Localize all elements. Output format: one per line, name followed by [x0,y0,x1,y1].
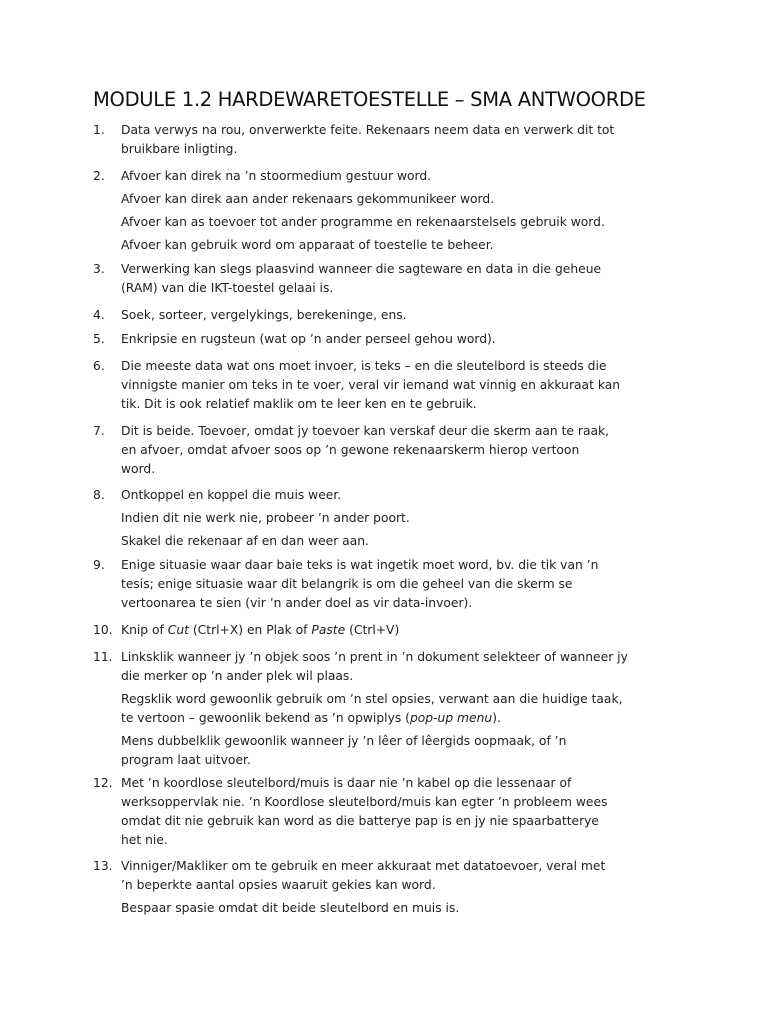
text-line: het nie. [121,833,168,847]
text-line: tik. Dit is ook relatief maklik om te leer ken en te gebruik. [121,397,477,411]
text-line: ’n beperkte aantal opsies waaruit gekies kan word. [121,878,436,892]
text-line: vertoonarea te sien (vir ’n ander doel as vir data-invoer). [121,596,473,610]
list-item-number: 6. [93,359,105,373]
list-item-text [121,306,691,325]
list-item-text [121,357,691,414]
list-item-number: 12. [93,776,113,790]
text-line: Met ’n koordlose sleutelbord/muis is daar nie ’n kabel op die lessenaar of [121,776,572,790]
paragraph [121,556,691,613]
text-line: Afvoer kan gebruik word om apparaat of toestelle te beheer. [121,238,494,252]
text-line: vinnigste manier om teks in te voer, veral vir iemand wat vinnig en akkuraat kan [121,378,621,392]
paragraph [121,260,691,298]
text-line: Vinniger/Makliker om te gebruik en meer akkuraat met datatoevoer, veral met [121,859,606,873]
text-line: Dit is beide. Toevoer, omdat jy toevoer kan verskaf deur die skerm aan te raak, [121,424,610,438]
text-line: Mens dubbelklik gewoonlik wanneer jy ’n lêer of lêergids oopmaak, of ’n [121,734,567,748]
paragraph [121,213,691,232]
list-item-text [121,648,691,770]
text-line: Soek, sorteer, vergelykings, berekeninge, ens. [121,308,407,322]
list-item-text [121,774,691,850]
text-line: Ontkoppel en koppel die muis weer. [121,488,342,502]
list-item-text [121,167,691,255]
paragraph [121,190,691,209]
list-item-text [121,556,691,613]
text-line: en afvoer, omdat afvoer soos op ’n gewone rekenaarskerm hierop vertoon [121,443,580,457]
text-line: Linksklik wanneer jy ’n objek soos ’n prent in ’n dokument selekteer of wanneer jy [121,650,628,664]
text-line: Afvoer kan as toevoer tot ander programme en rekenaarstelsels gebruik word. [121,215,605,229]
text-line: omdat dit nie gebruik kan word as die batterye pap is en jy nie spaarbatterye [121,814,599,828]
paragraph [121,330,691,349]
paragraph [121,621,691,640]
paragraph [121,899,691,918]
list-item-number: 1. [93,123,105,137]
list-item-number: 11. [93,650,113,664]
text-line: Afvoer kan direk na ’n stoormedium gestuur word. [121,169,432,183]
page-title: MODULE 1.2 HARDEWARETOESTELLE – SMA ANTWOORDE [93,88,646,111]
list-item-number: 3. [93,262,105,276]
list-item-text [121,422,691,479]
list-item-text [121,121,691,159]
text-line: Knip of Cut (Ctrl+X) en Plak of Paste (Ctrl+V) [121,623,400,637]
paragraph [121,121,691,159]
list-item-text [121,330,691,349]
text-line: Enige situasie waar daar baie teks is wat ingetik moet word, bv. die tik van ’n [121,558,599,572]
paragraph [121,857,691,895]
text-line: word. [121,462,156,476]
paragraph [121,422,691,479]
paragraph [121,532,691,551]
text-line: bruikbare inligting. [121,142,238,156]
list-item-number: 13. [93,859,113,873]
text-line: program laat uitvoer. [121,753,251,767]
paragraph [121,648,691,686]
text-line: Indien dit nie werk nie, probeer ’n ander poort. [121,511,410,525]
text-line: Verwerking kan slegs plaasvind wanneer die sagteware en data in die geheue [121,262,602,276]
list-item-text [121,486,691,551]
paragraph [121,167,691,186]
list-item-number: 2. [93,169,105,183]
paragraph [121,509,691,528]
paragraph [121,306,691,325]
paragraph [121,357,691,414]
text-line: die merker op ’n ander plek wil plaas. [121,669,354,683]
paragraph [121,774,691,850]
text-line: Regsklik word gewoonlik gebruik om ’n stel opsies, verwant aan die huidige taak, [121,692,623,706]
list-item-text [121,621,691,640]
list-item-number: 7. [93,424,105,438]
paragraph [121,236,691,255]
text-line: Enkripsie en rugsteun (wat op ’n ander perseel gehou word). [121,332,496,346]
list-item-text [121,857,691,918]
text-line: tesis; enige situasie waar dit belangrik is om die geheel van die skerm se [121,577,573,591]
text-line: Die meeste data wat ons moet invoer, is teks – en die sleutelbord is steeds die [121,359,607,373]
paragraph [121,732,691,770]
list-item-number: 9. [93,558,105,572]
list-item-text [121,260,691,298]
text-line: (RAM) van die IKT-toestel gelaai is. [121,281,334,295]
text-line: werksoppervlak nie. ’n Koordlose sleutelbord/muis kan egter ’n probleem wees [121,795,608,809]
text-line: te vertoon – gewoonlik bekend as ’n opwiplys (pop-up menu). [121,711,501,725]
text-line: Bespaar spasie omdat dit beide sleutelbord en muis is. [121,901,460,915]
paragraph [121,486,691,505]
text-line: Skakel die rekenaar af en dan weer aan. [121,534,369,548]
paragraph [121,690,691,728]
list-item-number: 5. [93,332,105,346]
list-item-number: 4. [93,308,105,322]
list-item-number: 8. [93,488,105,502]
list-item-number: 10. [93,623,113,637]
text-line: Data verwys na rou, onverwerkte feite. Rekenaars neem data en verwerk dit tot [121,123,615,137]
text-line: Afvoer kan direk aan ander rekenaars gekommunikeer word. [121,192,495,206]
